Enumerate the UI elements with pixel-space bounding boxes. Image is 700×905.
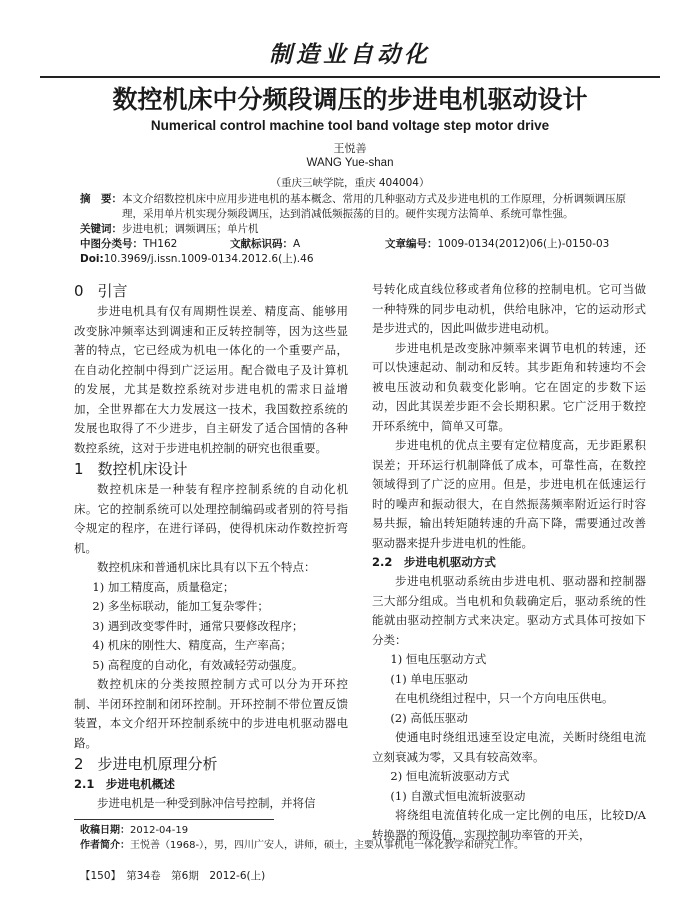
keywords-text: 步进电机；调频调压；单片机 [122, 223, 259, 235]
paragraph: 步进电机是一种受到脉冲信号控制，并将信 [97, 796, 316, 810]
list-item: 1) 恒电压驱动方式 [390, 652, 487, 666]
doccode-label: 文献标识码： [230, 238, 293, 250]
paragraph: 将绕组电流值转化成一定比例的电压，比较D/A转换器的预设值，实现控制功率管的开关， [372, 808, 646, 842]
paragraph: 步进电机驱动系统由步进电机、驱动器和控制器三大部分组成。当电机和负载确定后，驱动系统的性能就由驱动控制方式来决定。驱动方式具体可按如下分类： [372, 574, 646, 647]
right-column [372, 280, 646, 845]
paragraph: 使通电时绕组迅速至设定电流，关断时绕组电流立刻衰减为零，又具有较高效率。 [372, 730, 646, 764]
subsection-2-1-heading: 2.1 步进电机概述 [74, 777, 175, 791]
paragraph: 数控机床是一种装有程序控制系统的自动化机床。它的控制系统可以处理控制编码或者别的符号指令规定的程序，在进行译码，使得机床动作数控折弯机。 [74, 482, 348, 555]
section-2-heading: 2 步进电机原理分析 [74, 755, 218, 773]
paragraph: 步进电机的优点主要有定位精度高，无步距累积误差；开环运行机制降低了成本，可靠性高，在数控领域得到了广泛的应用。但是，步进电机在低速运行时的噪声和振动很大，在自然振荡频率附近运行时容易共振，输出转矩随转速的升高下降，需要通过改善驱动器来提升步进电机的性能。 [372, 438, 646, 550]
abstract [80, 192, 640, 267]
list-item: 1) 加工精度高，质量稳定； [92, 579, 235, 594]
journal-name: 制造业自动化 [269, 41, 431, 68]
list-item: 3) 遇到改变零件时，通常只要修改程序； [92, 618, 304, 633]
author-bio: 王悦善（1968-），男，四川广安人，讲师，硕士，主要从事机电一体化教学和研究工作。 [130, 840, 525, 851]
list-item: (1) 自激式恒电流斩波驱动 [390, 788, 526, 803]
list-item: 2) 多坐标联动，能加工复杂零件； [92, 599, 269, 613]
keywords-label: 关键词： [80, 223, 122, 235]
section-0-heading: 0 引言 [74, 282, 128, 300]
author-en: WANG Yue-shan [306, 157, 394, 169]
doi-label: Doi: [80, 253, 104, 265]
footnote-rule [74, 819, 274, 820]
author-bio-label: 作者简介： [80, 840, 130, 851]
section-1-heading: 1 数控机床设计 [74, 460, 188, 478]
subsection-2-2-heading: 2.2 步进电机驱动方式 [372, 555, 496, 569]
list-item: 5) 高程度的自动化，有效减轻劳动强度。 [92, 657, 304, 672]
articleno-label: 文章编号： [385, 238, 438, 250]
paragraph: 步进电机具有仅有周期性误差、精度高、能够用改变脉冲频率达到调速和正反转控制等，因为这些显著的特点，它已经成为机电一体化的一个重要产品，在自动化控制中得到广泛运用。配合微电子及计算机的发展，尤其是数控系统对步进电机的需求日益增加，全世界都在大力发展这一技术，我国数控系统的发展也取得了不少进步，自主研发了适合国情的各种数控系统，这对于步进电机控制的研究也很重要。 [74, 304, 348, 455]
page-footer: 【150】 第34卷 第6期 2012-6(上) [80, 870, 266, 882]
paragraph: 数控机床和普通机床比具有以下五个特点： [97, 560, 316, 574]
author-zh: 王悦善 [333, 142, 367, 155]
list-item: 4) 机床的刚性大、精度高，生产率高； [92, 638, 292, 652]
abstract-label: 摘 要： [80, 193, 122, 205]
doccode-value: A [293, 238, 301, 250]
clc-label: 中图分类号： [80, 238, 143, 250]
left-column [74, 280, 348, 814]
header-rule [40, 76, 660, 78]
paragraph: 在电机绕组过程中，只一个方向电压供电。 [395, 691, 614, 705]
abstract-text: 本文介绍数控机床中应用步进电机的基本概念、常用的几种驱动方式及步进电机的工作原理，分析调频调压原理，采用单片机实现分频段调压，达到消减低频振荡的目的。硬件实现方法简单、系统可靠性强。 [122, 193, 626, 220]
footnote [80, 823, 650, 853]
articleno-value: 1009-0134(2012)06(上)-0150-03 [437, 238, 610, 250]
received-label: 收稿日期： [80, 825, 130, 836]
title-zh: 数控机床中分频段调压的步进电机驱动设计 [112, 85, 588, 114]
list-item: 2) 恒电流斩波驱动方式 [390, 769, 510, 783]
paragraph: 步进电机是改变脉冲频率来调节电机的转速，还可以快速起动、制动和反转。其步距角和转速均不会被电压波动和负载变化影响。它在固定的步数下运动，因此其误差步距不会长期积累。它广泛用于数控开环系统中，简单又可靠。 [372, 340, 646, 433]
list-item: (1) 单电压驱动 [390, 671, 468, 686]
paragraph: 号转化成直线位移或者角位移的控制电机。它可当做一种特殊的同步电动机，供给电脉冲，它的运动形式是步进式的，因此叫做步进电动机。 [372, 282, 646, 335]
paragraph: 数控机床的分类按照控制方式可以分为开环控制、半闭环控制和闭环控制。开环控制不带位置反馈装置，本文介绍开环控制系统中的步进电机驱动器电路。 [74, 677, 348, 750]
list-item: (2) 高低压驱动 [390, 710, 468, 725]
received-date: 2012-04-19 [130, 825, 189, 836]
doi-value: 10.3969/j.issn.1009-0134.2012.6(上).46 [103, 253, 314, 265]
affiliation: （重庆三峡学院，重庆 404004） [270, 177, 430, 189]
clc-value: TH162 [143, 238, 178, 250]
title-en: Numerical control machine tool band voltage step motor drive [150, 118, 550, 133]
